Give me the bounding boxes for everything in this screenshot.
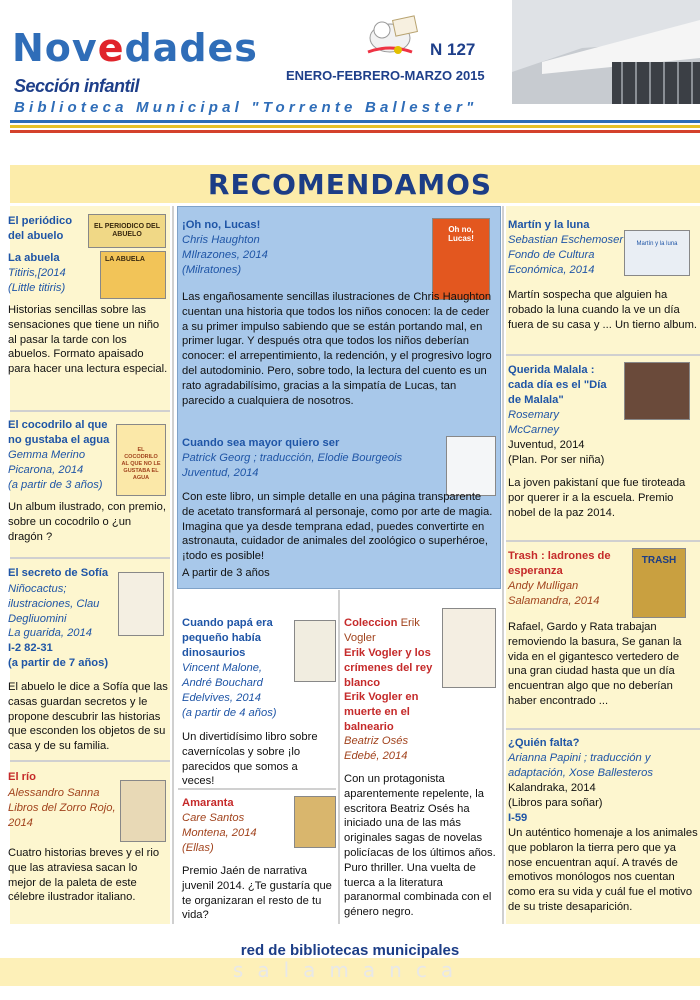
book-publisher: Montena, 2014 <box>182 827 257 839</box>
book-author: Sebastian Eschemoser <box>508 234 624 246</box>
book-publisher: Juventud, 2014 <box>182 467 259 479</box>
header-rule-red <box>10 130 700 133</box>
book-author: Gemma Merino <box>8 449 86 461</box>
book-age: (a partir de 3 años) <box>8 479 103 491</box>
item-divider <box>506 540 700 542</box>
book-author: Patrick Georg ; traducción, Elodie Bourgeois <box>182 452 403 464</box>
book-cover <box>118 572 164 636</box>
book-description: Un divertidísimo libro sobre cavernícolas y sobre ¡lo parecidos que somos a veces! <box>182 731 318 788</box>
book-series: (Ellas) <box>182 842 214 854</box>
book-cover <box>446 436 496 496</box>
book-author: Niñocactus; ilustraciones, Clau Degliuomini <box>8 583 100 625</box>
series-label: Coleccion Erik Vogler <box>344 617 420 644</box>
book-author: Rosemary McCarney <box>508 409 559 436</box>
book-description: Premio Jaén de narrativa juvenil 2014. ¿Te gustaría que te organizaran el resto de tu vida? <box>182 865 332 922</box>
library-name: Biblioteca Municipal "Torrente Ballester" <box>14 99 478 116</box>
book-description: Las engañosamente sencillas ilustraciones de Chris Haughton cuentan una historia que todos los niños conocen: la de ceder a su primer impulso sabiendo que se están portando mal, en primer lugar. Y después otra que todos los niños deberían conocer: el arrepentimiento, la redención, y el progresivo logro del autodominio. Pero, sobre todo, la lectura del cuento es un rato agradabilísimo, gracias a la simpatía de Lucas, tan parecido a cualquiera de nosotros. <box>182 291 492 407</box>
book-author: Alessandro Sanna <box>8 787 100 799</box>
book-description: Un album ilustrado, con premio, sobre un cocodrilo o ¿un dragón ? <box>8 501 166 543</box>
cover-title: Oh no, Lucas! <box>448 225 474 243</box>
book-publisher: Edelvives, 2014 <box>182 692 261 704</box>
header-rule-yellow <box>10 125 700 128</box>
book-cover <box>100 251 166 299</box>
book-description: El abuelo le dice a Sofía que las casas guardan secretos y le propone descubrir las historias que esconden los objetos de su casa y de su familia. <box>8 681 168 753</box>
issue-period: ENERO-FEBRERO-MARZO 2015 <box>286 68 485 83</box>
book-cover <box>120 780 166 842</box>
book-title: El periódico del abuelo <box>8 215 73 242</box>
cover-title: EL COCODRILO AL QUE NO LE GUSTABA EL AGUA <box>121 447 161 481</box>
book-description: Cuatro historias breves y el rio que las atraviesa sacan lo mejor de la paleta de este célebre ilustrador italiano. <box>8 847 160 904</box>
book-cover <box>632 548 686 618</box>
book-cover <box>624 230 690 276</box>
book-cover <box>116 424 166 496</box>
book-cover <box>432 218 490 300</box>
item-divider <box>506 354 700 356</box>
book-title: Querida Malala : cada día es el "Día de Malala" <box>508 364 607 406</box>
book-code: I-59 <box>508 812 528 824</box>
issue-number: N 127 <box>430 40 476 59</box>
book-publisher: Fondo de Cultura Económica, 2014 <box>508 249 595 276</box>
book-description: Con este libro, un simple detalle en una página transparente de acetato transformará al personaje, como por arte de magia. Imagina que ya desde temprana edad, puedes convertirte en astronauta, cuidador de animales del zoológico o superhéroe, ¡todo es posible! <box>182 491 493 563</box>
book-description: Con un protagonista aparentemente repelente, la escritora Beatriz Osés ha iniciado una de las más originales sagas de novelas policíacas de los últimos años. Puro thriller. Una vuelta de tuerca a la literatura paranormal combinada con el género negro. <box>344 773 496 919</box>
book-age: A partir de 3 años <box>182 567 270 579</box>
book-title: Erik Vogler en muerte en el balneario <box>344 691 419 733</box>
book-title: Trash : ladrones de esperanza <box>508 550 611 577</box>
book-cover <box>294 620 336 682</box>
book-title: Erik Vogler y los crímenes del rey blanco <box>344 647 433 689</box>
item-divider <box>10 557 170 559</box>
book-author: Andy Mulligan <box>508 580 579 592</box>
book-author: Care Santos <box>182 812 245 824</box>
book-series: (Libros para soñar) <box>508 797 603 809</box>
item-divider <box>178 788 336 790</box>
footer-city: salamanca <box>232 958 468 982</box>
cover-title: EL PERIODICO DEL ABUELO <box>94 223 160 238</box>
book-title: Martín y la luna <box>508 219 590 231</box>
book-title: El cocodrilo al que no gustaba el agua <box>8 419 110 446</box>
header-rule-blue <box>10 120 700 123</box>
book-age: (a partir de 4 años) <box>182 707 277 719</box>
book-description: Un auténtico homenaje a los animales que poblaron la tierra pero que ya nose encuentran aquí. A través de emotivos monólogos nos cuentan como era su vida y cuál fue el motivo de su triste desaparición. <box>508 827 698 913</box>
book-publisher: La guarida, 2014 <box>8 627 92 639</box>
book-title: Amaranta <box>182 797 234 809</box>
brand-title: Novedades <box>12 26 258 70</box>
book-publisher: Juventud, 2014 <box>508 439 585 451</box>
book-cover <box>88 214 166 248</box>
book-author: Vincent Malone, André Bouchard <box>182 662 263 689</box>
recommend-heading: RECOMENDAMOS <box>207 168 493 201</box>
book-publisher: Libros del Zorro Rojo, 2014 <box>8 802 116 829</box>
book-title: ¿Quién falta? <box>508 737 580 749</box>
column-divider <box>338 590 340 924</box>
book-description: Martín sospecha que alguien ha robado la luna cuando la ve un día fuera de su casa y ... Un tierno album. <box>508 289 698 331</box>
book-cover <box>294 796 336 848</box>
column-divider <box>502 206 504 924</box>
book-author: Arianna Papini ; traducción y adaptación, Xose Ballesteros <box>508 752 653 779</box>
book-title: El secreto de Sofía <box>8 567 109 579</box>
section-title: Sección infantil <box>14 76 140 96</box>
book-series: (Little titiris) <box>8 282 66 294</box>
book-publisher: Edebé, 2014 <box>344 750 408 762</box>
book-author: Chris Haughton <box>182 234 260 246</box>
book-code: I-2 82-31 <box>8 642 53 654</box>
column-divider <box>172 206 174 924</box>
item-divider <box>10 410 170 412</box>
book-title: Cuando papá era pequeño había dinosaurios <box>182 617 273 659</box>
book-description: Historias sencillas sobre las sensaciones que tiene un niño al pasar la tarde con los abuelos. Formato apaisado para hacer una lectura especial. <box>8 304 168 376</box>
book-publisher: Picarona, 2014 <box>8 464 84 476</box>
book-publisher: Salamandra, 2014 <box>508 595 600 607</box>
book-cover <box>442 608 496 688</box>
book-age: (a partir de 7 años) <box>8 657 109 669</box>
book-description: La joven pakistaní que fue tiroteada por querer ir a la escuela. Premio nobel de la paz 2014. <box>508 477 686 519</box>
cover-title: LA ABUELA <box>105 256 145 263</box>
book-description: Rafael, Gardo y Rata trabajan removiendo la basura, Se ganan la vida en el gigantesco vertedero de una gran ciudad hasta que un día encuentran algo que no deberían haber encontrado ... <box>508 621 682 707</box>
library-building-photo <box>512 0 700 118</box>
book-title: Cuando sea mayor quiero ser <box>182 437 340 449</box>
book-title: El río <box>8 771 36 783</box>
item-divider <box>10 760 170 762</box>
book-title: La abuela <box>8 252 60 264</box>
book-cover <box>624 362 690 420</box>
book-author: Beatriz Osés <box>344 735 409 747</box>
mascot-illustration <box>360 8 420 60</box>
book-publisher: Kalandraka, 2014 <box>508 782 596 794</box>
book-publisher: MIlrazones, 2014 <box>182 249 268 261</box>
book-series: (Plan. Por ser niña) <box>508 454 605 466</box>
book-series: (Milratones) <box>182 264 242 276</box>
book-title: ¡Oh no, Lucas! <box>182 219 261 231</box>
book-publisher: Titiris,[2014 <box>8 267 66 279</box>
item-divider <box>506 728 700 730</box>
cover-title: TRASH <box>641 555 677 566</box>
cover-title: Martín y la luna <box>636 241 678 247</box>
footer-network: red de bibliotecas municipales <box>240 942 460 959</box>
